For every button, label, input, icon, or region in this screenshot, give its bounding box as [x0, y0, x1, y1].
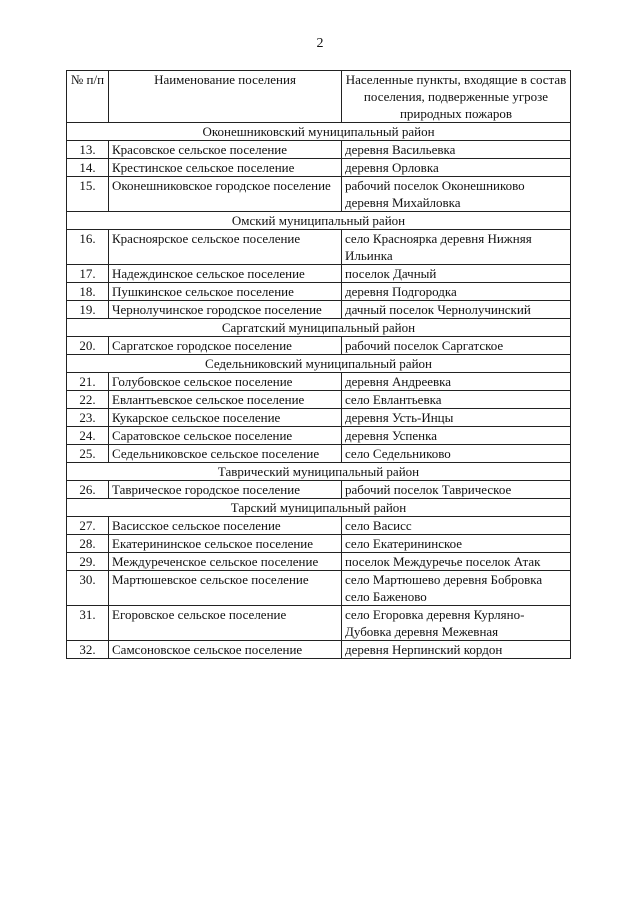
settlements-table — [66, 70, 571, 659]
table-row — [67, 159, 571, 177]
settlement-name: Красовское сельское поселение — [109, 141, 342, 159]
district-row — [67, 212, 571, 230]
settlement-name: Чернолучинское городское поселение — [109, 301, 342, 319]
settlement-places: деревня Подгородка — [342, 283, 571, 301]
table-row — [67, 283, 571, 301]
settlement-name: Красноярское сельское поселение — [109, 230, 342, 265]
settlement-places: деревня Успенка — [342, 427, 571, 445]
settlement-places: рабочий поселок Саргатское — [342, 337, 571, 355]
table-row — [67, 373, 571, 391]
district-row — [67, 123, 571, 141]
district-title: Омский муниципальный район — [67, 212, 571, 230]
settlement-places: деревня Орловка — [342, 159, 571, 177]
table-header-row — [67, 71, 571, 123]
settlement-name: Мартюшевское сельское поселение — [109, 571, 342, 606]
row-number: 27. — [67, 517, 109, 535]
row-number: 25. — [67, 445, 109, 463]
settlement-name: Евлантьевское сельское поселение — [109, 391, 342, 409]
row-number: 19. — [67, 301, 109, 319]
table-row — [67, 427, 571, 445]
row-number: 24. — [67, 427, 109, 445]
row-number: 16. — [67, 230, 109, 265]
settlement-name: Саргатское городское поселение — [109, 337, 342, 355]
settlement-name: Голубовское сельское поселение — [109, 373, 342, 391]
district-row — [67, 355, 571, 373]
settlement-places: деревня Нерпинский кордон — [342, 641, 571, 659]
district-row — [67, 463, 571, 481]
settlement-places: село Красноярка деревня Нижняя Ильинка — [342, 230, 571, 265]
row-number: 13. — [67, 141, 109, 159]
table-row — [67, 445, 571, 463]
settlement-name: Пушкинское сельское поселение — [109, 283, 342, 301]
district-title: Оконешниковский муниципальный район — [67, 123, 571, 141]
table-row — [67, 409, 571, 427]
row-number: 32. — [67, 641, 109, 659]
table-row — [67, 177, 571, 212]
settlement-name: Междуреченское сельское поселение — [109, 553, 342, 571]
header-name: Наименование поселения — [109, 71, 342, 123]
table-row — [67, 553, 571, 571]
row-number: 31. — [67, 606, 109, 641]
settlement-places: деревня Усть-Инцы — [342, 409, 571, 427]
row-number: 20. — [67, 337, 109, 355]
page-number: 2 — [316, 36, 324, 51]
settlement-name: Екатерининское сельское поселение — [109, 535, 342, 553]
row-number: 18. — [67, 283, 109, 301]
district-title: Таврический муниципальный район — [67, 463, 571, 481]
row-number: 28. — [67, 535, 109, 553]
table-row — [67, 230, 571, 265]
settlement-name: Самсоновское сельское поселение — [109, 641, 342, 659]
settlement-places: поселок Междуречье поселок Атак — [342, 553, 571, 571]
district-row — [67, 319, 571, 337]
row-number: 17. — [67, 265, 109, 283]
table-row — [67, 606, 571, 641]
header-num: № п/п — [67, 71, 109, 123]
settlement-places: деревня Андреевка — [342, 373, 571, 391]
table-body — [67, 123, 571, 659]
settlement-name: Саратовское сельское поселение — [109, 427, 342, 445]
row-number: 22. — [67, 391, 109, 409]
district-title: Саргатский муниципальный район — [67, 319, 571, 337]
settlement-places: поселок Дачный — [342, 265, 571, 283]
table-row — [67, 337, 571, 355]
settlement-name: Оконешниковское городское поселение — [109, 177, 342, 212]
district-title: Тарский муниципальный район — [67, 499, 571, 517]
settlement-places: дачный поселок Чернолучинский — [342, 301, 571, 319]
settlement-places: село Васисс — [342, 517, 571, 535]
row-number: 26. — [67, 481, 109, 499]
settlement-places: село Екатерининское — [342, 535, 571, 553]
table-row — [67, 301, 571, 319]
table-row — [67, 481, 571, 499]
settlement-places: рабочий поселок Оконешниково деревня Михайловка — [342, 177, 571, 212]
table-row — [67, 571, 571, 606]
table-row — [67, 265, 571, 283]
settlement-places: село Седельниково — [342, 445, 571, 463]
settlement-name: Егоровское сельское поселение — [109, 606, 342, 641]
table-row — [67, 517, 571, 535]
row-number: 21. — [67, 373, 109, 391]
row-number: 15. — [67, 177, 109, 212]
district-row — [67, 499, 571, 517]
settlement-name: Таврическое городское поселение — [109, 481, 342, 499]
table-row — [67, 391, 571, 409]
row-number: 23. — [67, 409, 109, 427]
settlement-places: село Егоровка деревня Курляно-Дубовка деревня Межевная — [342, 606, 571, 641]
table-row — [67, 141, 571, 159]
row-number: 29. — [67, 553, 109, 571]
district-title: Седельниковский муниципальный район — [67, 355, 571, 373]
settlement-name: Васисское сельское поселение — [109, 517, 342, 535]
settlement-places: село Мартюшево деревня Бобровка село Баженово — [342, 571, 571, 606]
row-number: 30. — [67, 571, 109, 606]
settlement-places: село Евлантьевка — [342, 391, 571, 409]
settlement-name: Кукарское сельское поселение — [109, 409, 342, 427]
settlement-name: Надеждинское сельское поселение — [109, 265, 342, 283]
settlement-places: деревня Васильевка — [342, 141, 571, 159]
header-places: Населенные пункты, входящие в состав поселения, подверженные угрозе природных пожаров — [342, 71, 571, 123]
row-number: 14. — [67, 159, 109, 177]
table-row — [67, 641, 571, 659]
table-row — [67, 535, 571, 553]
settlement-places: рабочий поселок Таврическое — [342, 481, 571, 499]
settlement-name: Седельниковское сельское поселение — [109, 445, 342, 463]
settlement-name: Крестинское сельское поселение — [109, 159, 342, 177]
